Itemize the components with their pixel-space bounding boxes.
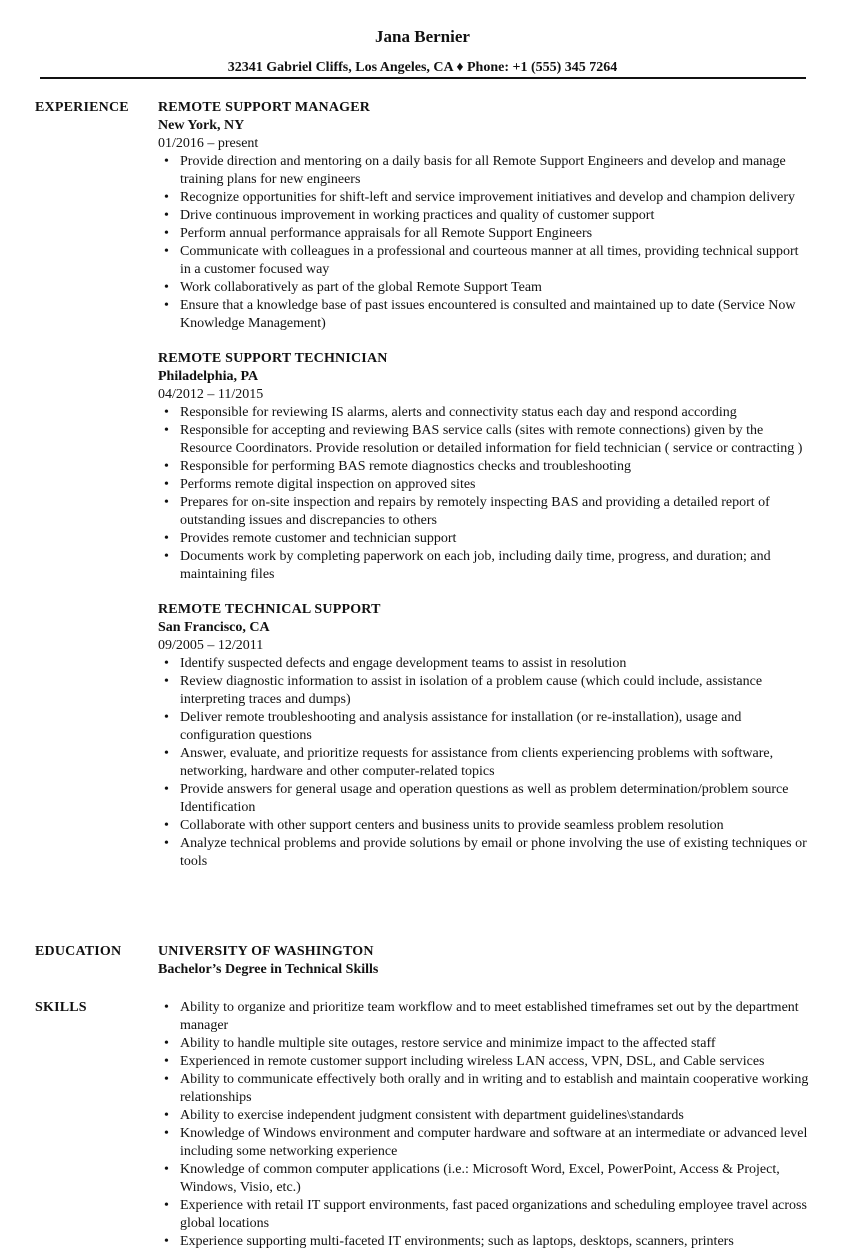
skills-list xyxy=(158,999,818,1251)
job-dates: 09/2005 – 12/2011 xyxy=(158,638,264,653)
education-school: UNIVERSITY OF WASHINGTON xyxy=(158,944,374,959)
section-label-education: EDUCATION xyxy=(35,944,122,959)
bullet-item: • Analyze technical problems and provide solutions by email or phone involving the use of existing techniques or tools xyxy=(158,835,812,871)
section-label-skills: SKILLS xyxy=(35,1000,87,1015)
bullet-item: • Deliver remote troubleshooting and analysis assistance for installation (or re-installation), usage and configuration questions xyxy=(158,709,812,745)
skill-item: • Ability to organize and prioritize team workflow and to meet established timeframes set out by the department manager xyxy=(158,999,812,1035)
header-divider xyxy=(40,77,806,79)
resume-name: Jana Bernier xyxy=(375,27,470,46)
bullet-item: • Ensure that a knowledge base of past issues encountered is consulted and maintained up to date (Service Now Knowledge Management) xyxy=(158,297,812,333)
bullet-item: • Perform annual performance appraisals for all Remote Support Engineers xyxy=(158,225,812,243)
section-label-experience: EXPERIENCE xyxy=(35,100,129,115)
bullet-item: • Provide answers for general usage and operation questions as well as problem determination/problem source Identification xyxy=(158,781,812,817)
bullet-item: • Communicate with colleagues in a professional and courteous manner at all times, providing technical support in a customer focused way xyxy=(158,243,812,279)
job-location: New York, NY xyxy=(158,118,245,133)
job-entry xyxy=(158,350,818,584)
bullet-item: • Identify suspected defects and engage development teams to assist in resolution xyxy=(158,655,812,673)
skill-item: • Experience with retail IT support environments, fast paced organizations and scheduling employee travel across global locations xyxy=(158,1197,812,1233)
bullet-item: • Collaborate with other support centers and business units to provide seamless problem resolution xyxy=(158,817,812,835)
job-dates: 01/2016 – present xyxy=(158,136,259,151)
bullet-item: • Review diagnostic information to assist in isolation of a problem cause (which could include, assistance interpreting traces and dumps) xyxy=(158,673,812,709)
bullet-item: • Documents work by completing paperwork on each job, including daily time, progress, and duration; and maintaining files xyxy=(158,548,812,584)
bullet-item: • Provide direction and mentoring on a daily basis for all Remote Support Engineers and develop and manage training plans for new engineers xyxy=(158,153,812,189)
job-bullets xyxy=(158,655,818,871)
skill-item: • Ability to exercise independent judgment consistent with department guidelines\standards xyxy=(158,1107,812,1125)
contact-line: 32341 Gabriel Cliffs, Los Angeles, CA ♦ Phone: +1 (555) 345 7264 xyxy=(227,60,618,75)
job-location: San Francisco, CA xyxy=(158,620,270,635)
skills-body xyxy=(158,999,818,1251)
job-title: REMOTE SUPPORT MANAGER xyxy=(158,100,371,115)
bullet-item: • Responsible for accepting and reviewing BAS service calls (sites with remote connections) given by the Resource Coordinators. Provide resolution or detailed information for field technician ( service or contracting ) xyxy=(158,422,812,458)
bullet-item: • Performs remote digital inspection on approved sites xyxy=(158,476,812,494)
education-body xyxy=(158,943,818,979)
bullet-item: • Recognize opportunities for shift-left and service improvement initiatives and develop and champion delivery xyxy=(158,189,812,207)
bullet-item: • Prepares for on-site inspection and repairs by remotely inspecting BAS and providing a detailed report of outstanding issues and discrepancies to others xyxy=(158,494,812,530)
job-location: Philadelphia, PA xyxy=(158,369,259,384)
bullet-item: • Work collaboratively as part of the global Remote Support Team xyxy=(158,279,812,297)
education-degree: Bachelor’s Degree in Technical Skills xyxy=(158,962,379,977)
bullet-item: • Responsible for reviewing IS alarms, alerts and connectivity status each day and respond according xyxy=(158,404,812,422)
skill-item: • Ability to handle multiple site outages, restore service and minimize impact to the affected staff xyxy=(158,1035,812,1053)
job-entry xyxy=(158,601,818,871)
bullet-item: • Answer, evaluate, and prioritize requests for assistance from clients experiencing problems with software, networking, hardware and other computer-related topics xyxy=(158,745,812,781)
experience-jobs xyxy=(158,99,818,871)
skill-item: • Experienced in remote customer support including wireless LAN access, VPN, DSL, and Cable services xyxy=(158,1053,812,1071)
job-entry xyxy=(158,99,818,333)
bullet-item: • Responsible for performing BAS remote diagnostics checks and troubleshooting xyxy=(158,458,812,476)
job-title: REMOTE TECHNICAL SUPPORT xyxy=(158,602,381,617)
job-bullets xyxy=(158,153,818,333)
job-bullets xyxy=(158,404,818,584)
bullet-item: • Drive continuous improvement in working practices and quality of customer support xyxy=(158,207,812,225)
skill-item: • Knowledge of common computer applications (i.e.: Microsoft Word, Excel, PowerPoint, Access & Project, Windows, Visio, etc.) xyxy=(158,1161,812,1197)
skill-item: • Experience supporting multi-faceted IT environments; such as laptops, desktops, scanners, printers xyxy=(158,1233,812,1251)
job-title: REMOTE SUPPORT TECHNICIAN xyxy=(158,351,388,366)
skill-item: • Ability to communicate effectively both orally and in writing and to establish and maintain cooperative working relationships xyxy=(158,1071,812,1107)
skill-item: • Knowledge of Windows environment and computer hardware and software at an intermediate or advanced level including some networking experience xyxy=(158,1125,812,1161)
job-dates: 04/2012 – 11/2015 xyxy=(158,387,264,402)
bullet-item: • Provides remote customer and technician support xyxy=(158,530,812,548)
